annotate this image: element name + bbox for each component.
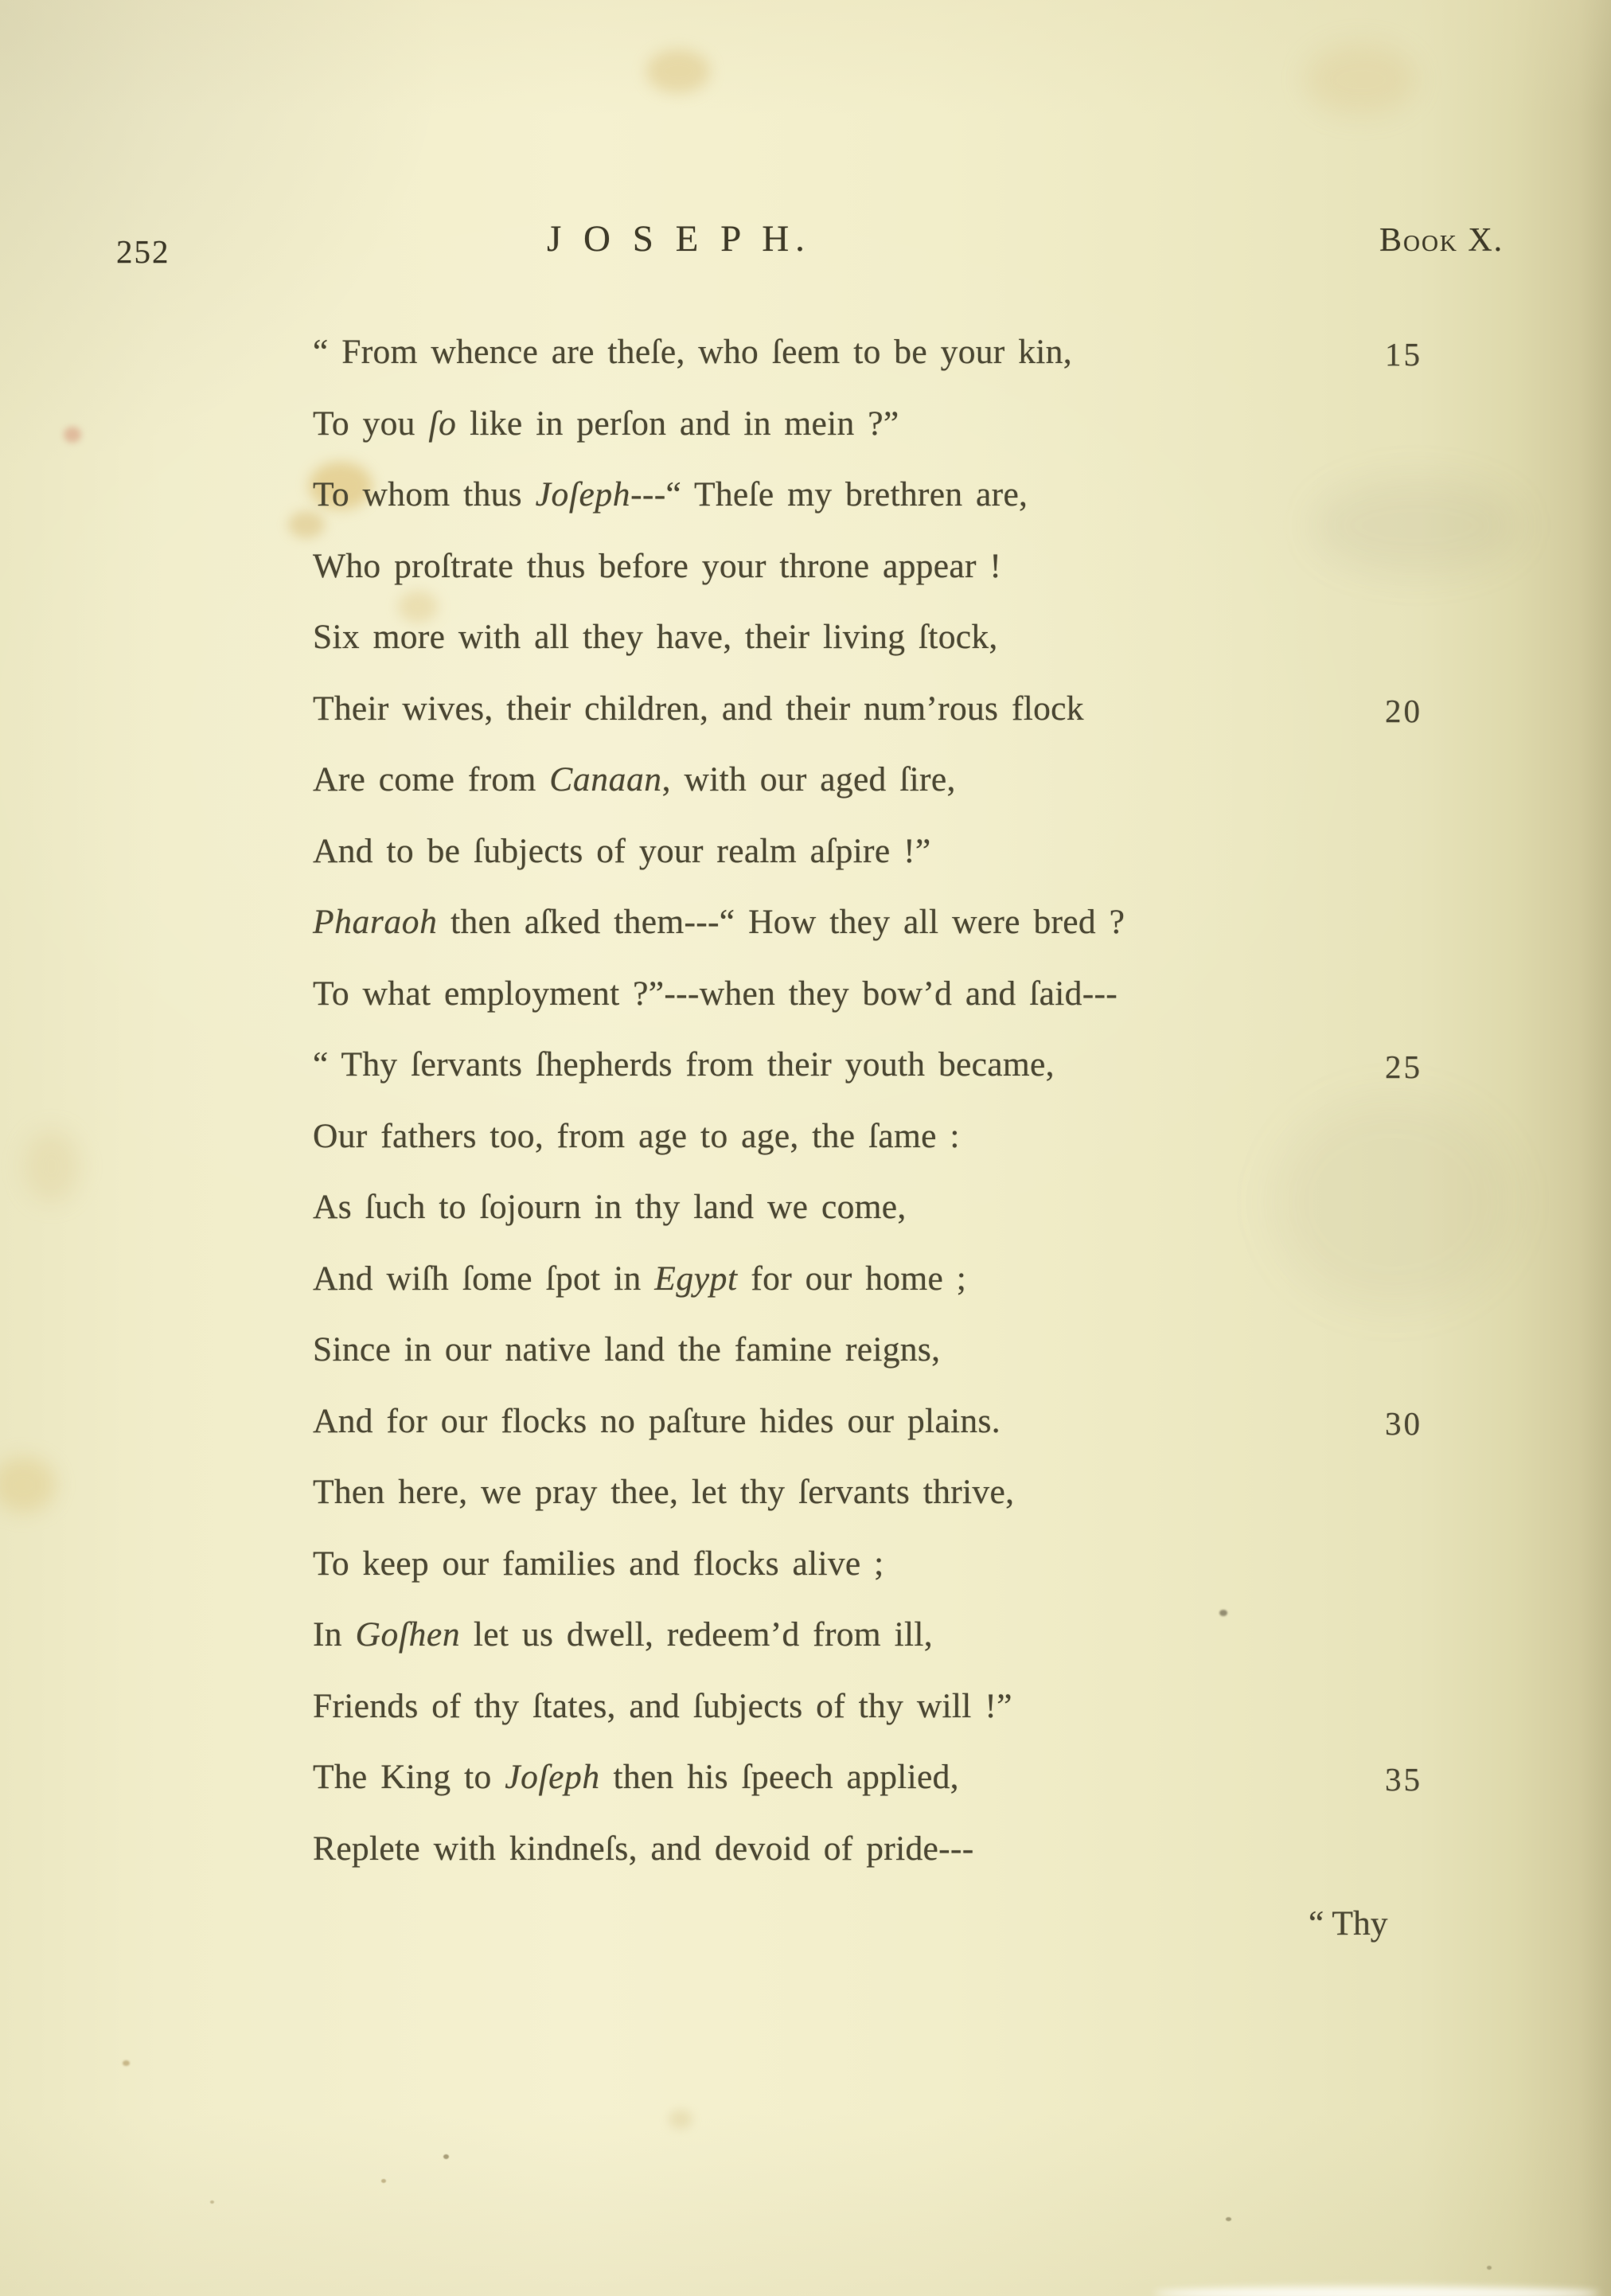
poem-line-text <box>313 1473 1014 1511</box>
poem-line-text <box>313 618 998 656</box>
verse-line-number: 30 <box>1385 1404 1422 1442</box>
poem-text-segment: To what employment ?”---when they bow’d and ſaid--- <box>313 974 1118 1013</box>
poem-line-text <box>313 760 956 799</box>
catchword: “ Thy <box>1309 1904 1388 1943</box>
paper-stain <box>1305 44 1417 115</box>
poem-line-text <box>313 1117 960 1155</box>
poem-line-text <box>313 1758 959 1796</box>
book-label: Book X. <box>1379 222 1504 259</box>
poem-line <box>313 397 1523 469</box>
poem-text-segment: Who proſtrate thus before your throne appear ! <box>313 546 1002 585</box>
poem-line <box>313 1110 1523 1181</box>
poem-line-text <box>313 1687 1012 1725</box>
poem-line <box>313 1537 1523 1609</box>
poem-lines <box>313 326 1523 1893</box>
paper-speck <box>1487 2266 1492 2270</box>
poem-line-text <box>313 404 899 443</box>
verse-line-number: 20 <box>1385 692 1422 729</box>
poem-line-text <box>313 1829 974 1868</box>
poem-text-segment: let us dwell, redeem’d from ill, <box>460 1615 933 1654</box>
poem-text-segment: To you <box>313 404 429 443</box>
poem-line <box>313 1751 1523 1822</box>
poem-text-segment: Friends of thy ſtates, and ſubjects of thy will !” <box>313 1686 1012 1725</box>
poem-line-text <box>313 974 1118 1013</box>
poem-word-italic: Pharaoh <box>313 903 438 941</box>
poem-line-text <box>313 1188 907 1226</box>
paper-speck <box>443 2154 449 2159</box>
poem-line-text <box>313 547 1001 585</box>
poem-text-segment: To whom thus <box>313 475 536 513</box>
poem-text-segment: Then here, we pray thee, let thy ſervants thrive, <box>313 1473 1015 1511</box>
poem-text-segment: Replete with kindneſs, and devoid of pride--- <box>313 1829 974 1868</box>
poem-line-text <box>313 1544 884 1583</box>
poem-line-text <box>313 333 1072 371</box>
page-edge-highlight <box>1154 2286 1600 2296</box>
poem-text-segment: Six more with all they have, their living ſtock, <box>313 618 998 656</box>
poem-text-segment: And to be ſubjects of your realm aſpire !” <box>313 831 931 870</box>
poem-line-text <box>313 1615 933 1654</box>
poem-line-text <box>313 1330 940 1369</box>
poem-line <box>313 1252 1523 1324</box>
poem-text-segment: , with our aged ſire, <box>661 760 956 799</box>
poem-text-segment: As ſuch to ſojourn in thy land we come, <box>313 1188 907 1226</box>
poem-text-segment: Are come from <box>313 760 550 799</box>
poem-text-segment: then his ſpeech applied, <box>599 1758 959 1796</box>
poem-text-segment: “ From whence are theſe, who ſeem to be your kin, <box>313 333 1072 371</box>
poem-text-segment: The King to <box>313 1758 505 1796</box>
poem-line <box>313 540 1523 611</box>
paper-speck <box>123 2060 130 2066</box>
poem-line <box>313 468 1523 540</box>
poem-line <box>313 896 1523 967</box>
poem-text-segment: And for our flocks no paſture hides our plains. <box>313 1401 1001 1440</box>
paper-stain <box>0 1457 56 1513</box>
paper-stain <box>24 1130 80 1202</box>
poem-text-segment: like in perſon and in mein ?” <box>456 404 899 443</box>
poem-text-segment: In <box>313 1615 356 1654</box>
poem-line <box>313 753 1523 825</box>
poem-line <box>313 1608 1523 1680</box>
poem-line <box>313 825 1523 896</box>
poem-word-italic: Goſhen <box>355 1615 461 1654</box>
poem-text-segment: And wiſh ſome ſpot in <box>313 1259 655 1298</box>
poem-line <box>313 682 1523 754</box>
poem-line-text <box>313 903 1125 941</box>
poem-line <box>313 1038 1523 1110</box>
poem-line <box>313 1395 1523 1466</box>
poem-text-segment: To keep our families and flocks alive ; <box>313 1544 884 1583</box>
poem-line <box>313 967 1523 1039</box>
verse-line-number: 35 <box>1385 1761 1422 1798</box>
poem-line-text <box>313 475 1028 513</box>
poem-word-italic: Canaan <box>549 760 662 799</box>
poem-text-segment: for our home ; <box>737 1259 967 1298</box>
paper-stain <box>646 49 710 93</box>
page-number: 252 <box>116 233 170 270</box>
paper-speck <box>381 2179 386 2183</box>
paper-stain <box>669 2110 692 2129</box>
poem-text-segment: Our fathers too, from age to age, the ſame : <box>313 1116 960 1155</box>
poem-line <box>313 1822 1523 1894</box>
poem-line-text <box>313 1045 1055 1084</box>
poem-line <box>313 326 1523 397</box>
poem-line-text <box>313 1402 1001 1440</box>
verse-line-number: 15 <box>1385 336 1422 373</box>
poem-line <box>313 1323 1523 1395</box>
poem-text-segment: “ Thy ſervants ſhepherds from their youth became, <box>313 1045 1055 1084</box>
poem-line-text <box>313 832 931 870</box>
paper-stain <box>64 427 81 443</box>
poem-line <box>313 611 1523 682</box>
poem-word-italic: ſo <box>428 404 457 443</box>
poem-text-segment: Since in our native land the famine reigns, <box>313 1330 941 1369</box>
running-title: J O S E P H. <box>547 218 811 260</box>
paper-speck <box>210 2200 214 2204</box>
poem-word-italic: Joſeph <box>505 1758 600 1796</box>
poem-line-text <box>313 1259 966 1298</box>
poem-text-segment: ---“ Theſe my brethren are, <box>630 475 1028 513</box>
verse-line-number: 25 <box>1385 1048 1422 1085</box>
poem-word-italic: Joſeph <box>535 475 631 513</box>
poem-word-italic: Egypt <box>654 1259 738 1298</box>
poem-line <box>313 1181 1523 1252</box>
poem-text-segment: Their wives, their children, and their num’rous flock <box>313 689 1084 728</box>
poem-line <box>313 1466 1523 1537</box>
poem-text-segment: then aſked them---“ How they all were bred ? <box>437 903 1125 941</box>
poem-line <box>313 1680 1523 1751</box>
poem-line-text <box>313 689 1084 728</box>
paper-speck <box>1226 2217 1231 2221</box>
